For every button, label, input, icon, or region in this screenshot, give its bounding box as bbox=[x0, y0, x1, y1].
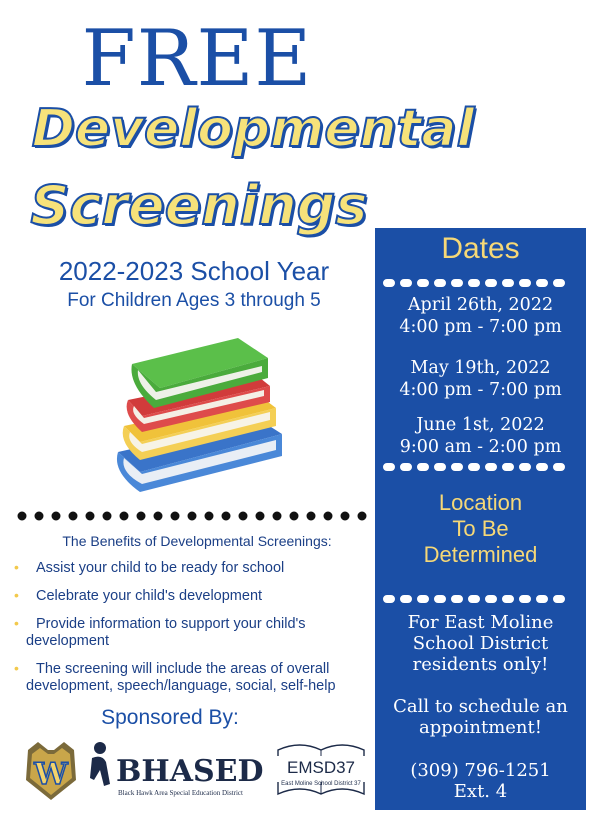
date-1-day: April 26th, 2022 bbox=[407, 295, 554, 315]
residents-line: For East Moline bbox=[407, 612, 554, 633]
list-item bbox=[14, 588, 374, 605]
dotted-divider bbox=[381, 592, 580, 606]
title-developmental: Developmental bbox=[31, 99, 475, 159]
bhased-wordmark: BHASED bbox=[116, 754, 264, 789]
dotted-divider bbox=[381, 276, 580, 290]
date-3-time: 9:00 am - 2:00 pm bbox=[399, 437, 562, 457]
benefits-title: The Benefits of Developmental Screenings: bbox=[62, 533, 332, 549]
dates-title: Dates bbox=[441, 232, 520, 265]
dates-panel bbox=[375, 228, 586, 810]
call-line: appointment! bbox=[419, 717, 542, 738]
phone-number bbox=[375, 760, 586, 802]
sponsored-by: Sponsored By: bbox=[101, 706, 239, 729]
benefit-text: The screening will include the areas of overall development, speech/language, social, self-help bbox=[26, 661, 336, 694]
call-line: Call to schedule an bbox=[393, 696, 568, 717]
location-text bbox=[375, 490, 586, 568]
list-item bbox=[14, 560, 374, 577]
list-item bbox=[14, 616, 374, 650]
ages-subtitle: For Children Ages 3 through 5 bbox=[67, 290, 321, 311]
svg-text:W: W bbox=[34, 757, 68, 792]
benefit-text: Celebrate your child's development bbox=[36, 588, 263, 604]
list-item bbox=[14, 661, 374, 695]
date-2-time: 4:00 pm - 7:00 pm bbox=[399, 380, 562, 400]
emsd-wordmark: EMSD37 bbox=[286, 758, 356, 777]
dotted-divider bbox=[381, 460, 580, 474]
dotted-divider bbox=[16, 508, 376, 524]
phone: (309) 796-1251 bbox=[410, 760, 551, 781]
emsd-subtitle: East Moline School District 37 bbox=[281, 781, 361, 787]
residents-line: residents only! bbox=[412, 654, 549, 675]
person-icon bbox=[88, 740, 118, 790]
benefits-list bbox=[14, 560, 374, 706]
emsd37-logo bbox=[272, 736, 370, 802]
residents-note bbox=[375, 612, 586, 675]
bhased-logo bbox=[88, 740, 266, 800]
bhased-subtitle: Black Hawk Area Special Education District bbox=[118, 789, 243, 797]
residents-line: School District bbox=[412, 633, 549, 654]
title-free: FREE bbox=[81, 14, 313, 104]
wildcat-logo bbox=[18, 740, 84, 802]
title-screenings: Screenings bbox=[30, 174, 368, 237]
date-3-day: June 1st, 2022 bbox=[416, 415, 545, 435]
school-year: 2022-2023 School Year bbox=[58, 256, 330, 286]
books-illustration bbox=[110, 322, 285, 502]
location-line: Location bbox=[438, 490, 523, 515]
date-2-day: May 19th, 2022 bbox=[410, 358, 551, 378]
call-to-action bbox=[375, 696, 586, 738]
location-line: Determined bbox=[423, 542, 538, 567]
date-1-time: 4:00 pm - 7:00 pm bbox=[399, 317, 562, 337]
benefit-text: Provide information to support your child's development bbox=[26, 616, 306, 649]
location-line: To Be bbox=[452, 516, 509, 541]
benefit-text: Assist your child to be ready for school bbox=[36, 560, 285, 576]
phone-ext: Ext. 4 bbox=[453, 781, 508, 802]
